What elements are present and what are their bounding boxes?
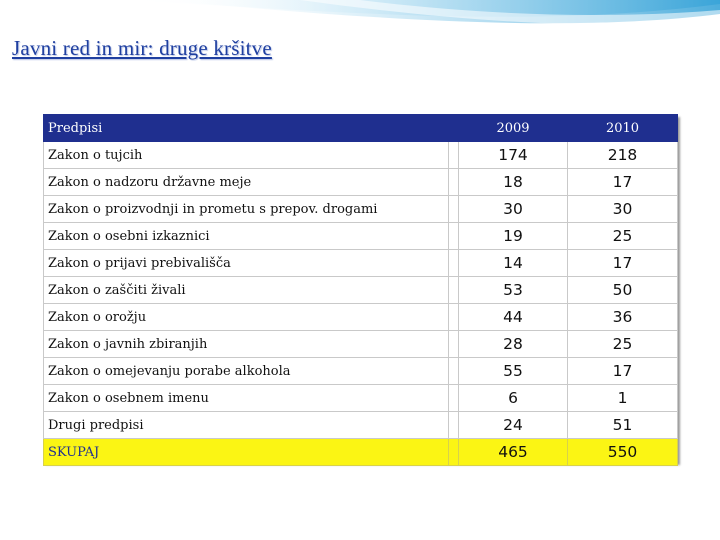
table-row [44, 142, 678, 169]
total-value-2009: 465 [459, 439, 568, 466]
row-value-2009: 14 [459, 250, 568, 277]
row-gap [449, 142, 459, 169]
row-gap [449, 250, 459, 277]
row-gap [449, 196, 459, 223]
row-gap [449, 277, 459, 304]
row-gap [449, 412, 459, 439]
row-value-2010: 30 [568, 196, 678, 223]
row-value-2009: 18 [459, 169, 568, 196]
table-header-row [44, 115, 678, 142]
row-value-2010: 51 [568, 412, 678, 439]
total-label: SKUPAJ [44, 439, 449, 466]
row-gap [449, 358, 459, 385]
row-gap [449, 304, 459, 331]
header-year-2009: 2009 [459, 115, 568, 142]
total-gap [449, 439, 459, 466]
row-value-2010: 50 [568, 277, 678, 304]
table-row [44, 385, 678, 412]
row-value-2010: 218 [568, 142, 678, 169]
row-value-2010: 17 [568, 169, 678, 196]
row-value-2009: 28 [459, 331, 568, 358]
table-row [44, 331, 678, 358]
row-gap [449, 331, 459, 358]
table-row [44, 196, 678, 223]
row-name: Zakon o javnih zbiranjih [44, 331, 449, 358]
row-value-2009: 53 [459, 277, 568, 304]
row-value-2010: 1 [568, 385, 678, 412]
row-name: Zakon o orožju [44, 304, 449, 331]
header-gap [449, 115, 459, 142]
row-name: Drugi predpisi [44, 412, 449, 439]
table-row [44, 250, 678, 277]
row-value-2009: 19 [459, 223, 568, 250]
row-value-2010: 17 [568, 358, 678, 385]
row-gap [449, 223, 459, 250]
row-value-2009: 30 [459, 196, 568, 223]
header-year-2010: 2010 [568, 115, 678, 142]
table-total-row [44, 439, 678, 466]
table-row [44, 169, 678, 196]
row-name: Zakon o nadzoru državne meje [44, 169, 449, 196]
table-row [44, 358, 678, 385]
row-value-2009: 174 [459, 142, 568, 169]
row-name: Zakon o osebnem imenu [44, 385, 449, 412]
row-name: Zakon o zaščiti živali [44, 277, 449, 304]
row-value-2010: 25 [568, 223, 678, 250]
row-name: Zakon o omejevanju porabe alkohola [44, 358, 449, 385]
slide-title: Javni red in mir: druge kršitve [12, 36, 272, 60]
row-name: Zakon o tujcih [44, 142, 449, 169]
row-value-2009: 24 [459, 412, 568, 439]
row-name: Zakon o prijavi prebivališča [44, 250, 449, 277]
table-row [44, 277, 678, 304]
row-name: Zakon o proizvodnji in prometu s prepov. drogami [44, 196, 449, 223]
data-table [43, 114, 678, 466]
row-gap [449, 169, 459, 196]
row-value-2010: 36 [568, 304, 678, 331]
total-value-2010: 550 [568, 439, 678, 466]
table-row [44, 412, 678, 439]
row-value-2009: 6 [459, 385, 568, 412]
table-row [44, 304, 678, 331]
row-value-2010: 25 [568, 331, 678, 358]
row-value-2009: 55 [459, 358, 568, 385]
row-gap [449, 385, 459, 412]
table-row [44, 223, 678, 250]
table-container [43, 114, 677, 462]
header-label: Predpisi [44, 115, 449, 142]
row-name: Zakon o osebni izkaznici [44, 223, 449, 250]
row-value-2009: 44 [459, 304, 568, 331]
row-value-2010: 17 [568, 250, 678, 277]
